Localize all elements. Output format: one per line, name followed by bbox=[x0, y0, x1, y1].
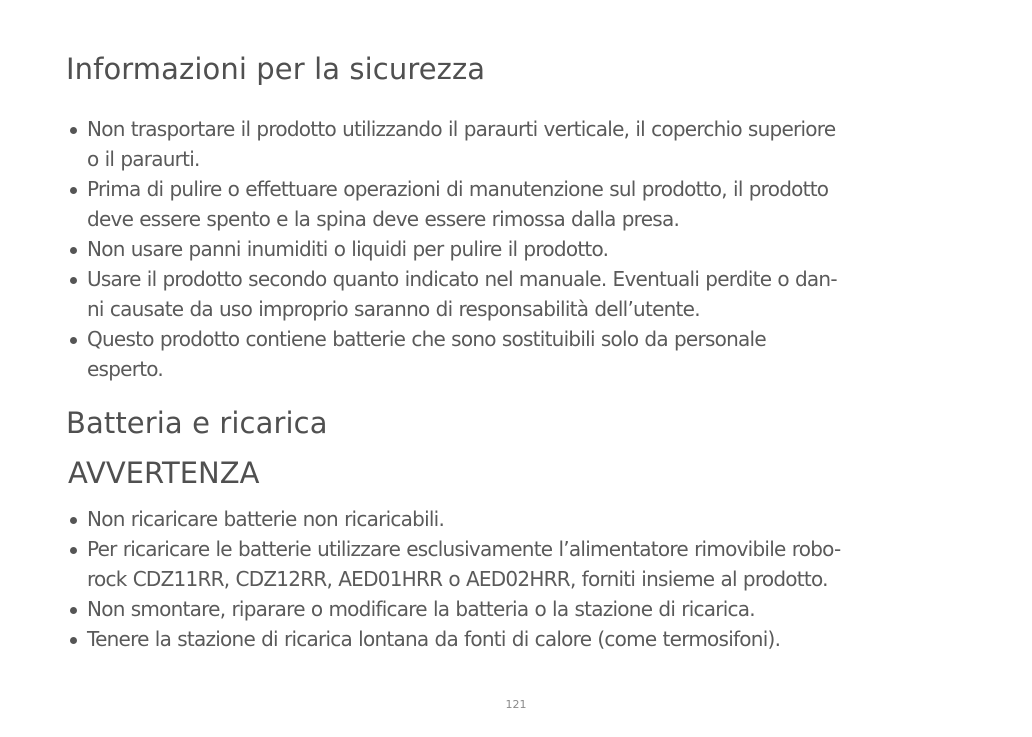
list-item-line: ni causate da uso improprio saranno di responsabilità dell’utente. bbox=[87, 297, 700, 321]
list-item bbox=[70, 264, 970, 324]
list-item-line: rock CDZ11RR, CDZ12RR, AED01HRR o AED02HRR, forniti insieme al prodotto. bbox=[87, 567, 828, 591]
bullet-dot-icon bbox=[70, 247, 77, 254]
list-item bbox=[70, 534, 970, 594]
list-item-line: Non usare panni inumiditi o liquidi per pulire il prodotto. bbox=[87, 237, 609, 261]
list-item-line: Questo prodotto contiene batterie che sono sostituibili solo da personale bbox=[87, 327, 766, 351]
section-title-battery: Batteria e ricarica bbox=[66, 406, 328, 440]
list-item-line: Non ricaricare batterie non ricaricabili. bbox=[87, 507, 445, 531]
bullet-dot-icon bbox=[70, 517, 77, 524]
list-item bbox=[70, 234, 970, 264]
bullet-dot-icon bbox=[70, 637, 77, 644]
list-item-line: Per ricaricare le batterie utilizzare esclusivamente l’alimentatore rimovibile robo- bbox=[87, 537, 841, 561]
bullet-dot-icon bbox=[70, 547, 77, 554]
warning-heading: AVVERTENZA bbox=[68, 456, 260, 490]
list-item-line: Tenere la stazione di ricarica lontana da fonti di calore (come termosifoni). bbox=[87, 627, 781, 651]
section-title-safety: Informazioni per la sicurezza bbox=[66, 52, 486, 86]
page-number: 121 bbox=[505, 698, 527, 711]
list-item bbox=[70, 174, 970, 234]
bullet-dot-icon bbox=[70, 607, 77, 614]
list-item bbox=[70, 324, 970, 384]
list-item-line: Usare il prodotto secondo quanto indicato nel manuale. Eventuali perdite o dan- bbox=[87, 267, 837, 291]
bullet-dot-icon bbox=[70, 277, 77, 284]
list-item bbox=[70, 624, 970, 654]
list-item-line: Non smontare, riparare o modificare la batteria o la stazione di ricarica. bbox=[87, 597, 755, 621]
list-item-line: Prima di pulire o effettuare operazioni di manutenzione sul prodotto, il prodotto bbox=[87, 177, 829, 201]
bullet-dot-icon bbox=[70, 127, 77, 134]
list-item bbox=[70, 114, 970, 174]
list-item-line: o il paraurti. bbox=[87, 147, 200, 171]
list-item-line: esperto. bbox=[87, 357, 164, 381]
battery-bullet-list bbox=[70, 504, 970, 654]
bullet-dot-icon bbox=[70, 187, 77, 194]
list-item-line: Non trasportare il prodotto utilizzando il paraurti verticale, il coperchio superiore bbox=[87, 117, 836, 141]
bullet-dot-icon bbox=[70, 337, 77, 344]
list-item bbox=[70, 504, 970, 534]
list-item bbox=[70, 594, 970, 624]
list-item-line: deve essere spento e la spina deve essere rimossa dalla presa. bbox=[87, 207, 680, 231]
safety-bullet-list bbox=[70, 114, 970, 384]
